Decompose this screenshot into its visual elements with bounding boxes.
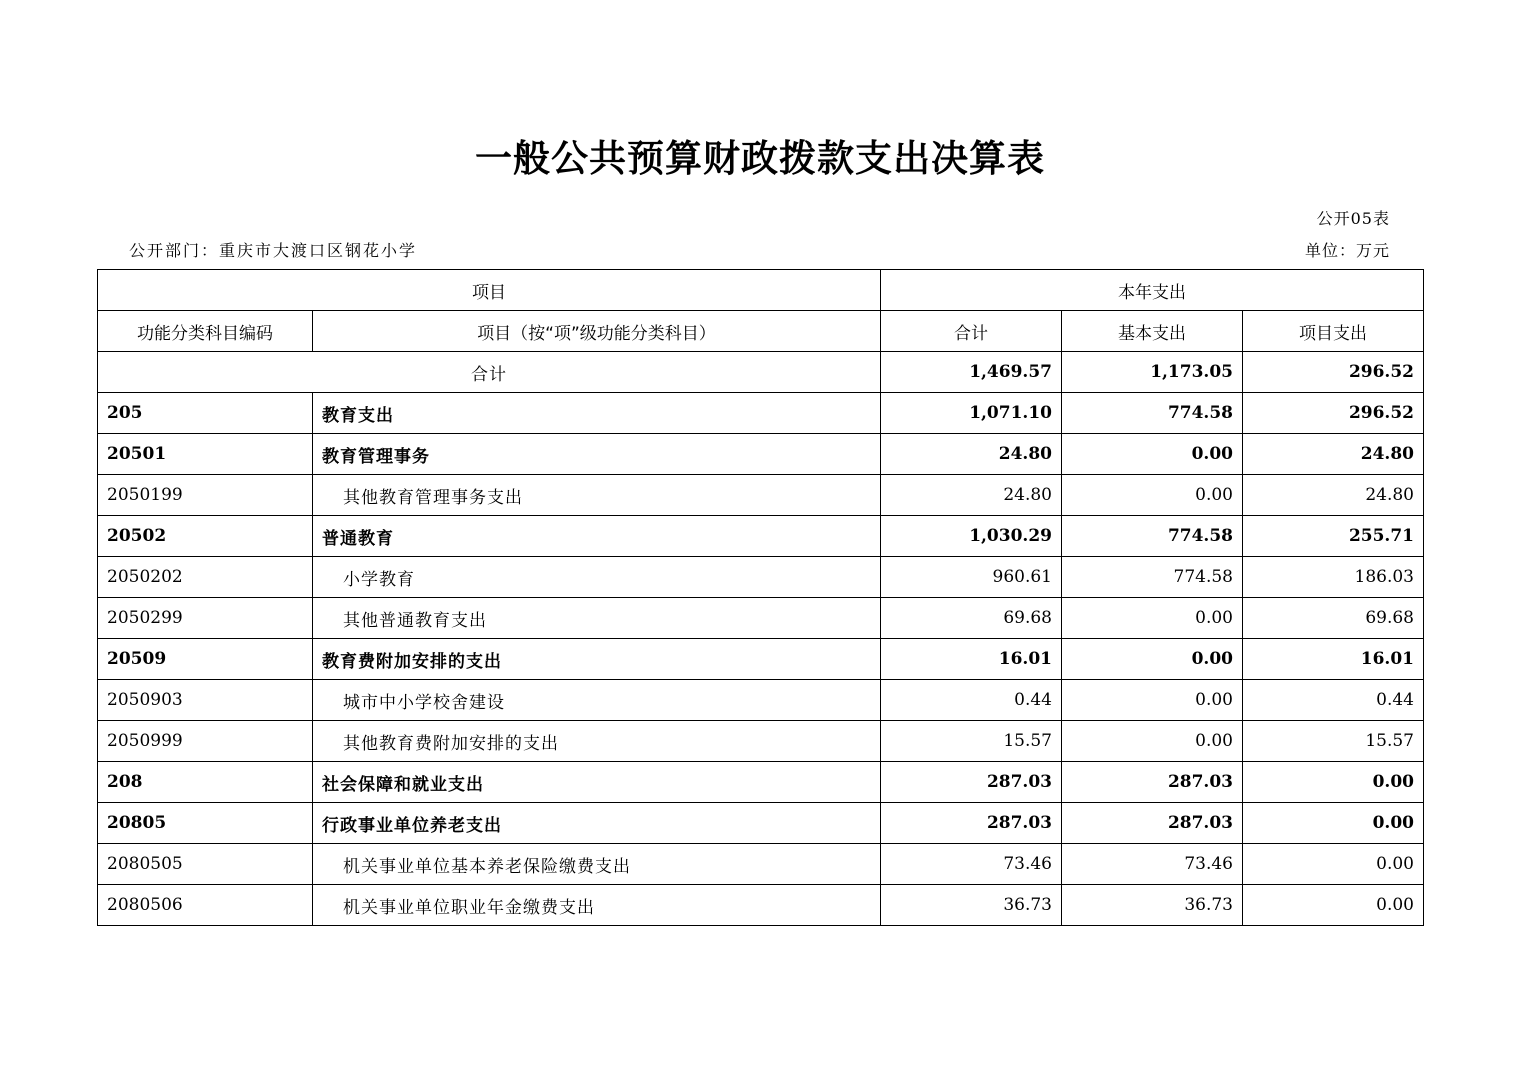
row-total: 69.68 (881, 598, 1062, 639)
row-name: 其他普通教育支出 (313, 598, 881, 639)
row-name: 机关事业单位基本养老保险缴费支出 (313, 844, 881, 885)
row-basic: 774.58 (1062, 557, 1243, 598)
row-basic: 0.00 (1062, 475, 1243, 516)
row-project: 16.01 (1243, 639, 1424, 680)
column-header-basic: 基本支出 (1062, 311, 1243, 352)
row-total: 0.44 (881, 680, 1062, 721)
row-total: 960.61 (881, 557, 1062, 598)
row-total: 1,030.29 (881, 516, 1062, 557)
row-basic: 73.46 (1062, 844, 1243, 885)
table-row (98, 557, 1424, 598)
header-row-columns (98, 311, 1424, 352)
total-row-label: 合计 (98, 352, 881, 393)
row-code: 2050903 (98, 680, 313, 721)
row-total: 24.80 (881, 434, 1062, 475)
row-basic: 774.58 (1062, 393, 1243, 434)
total-row-basic: 1,173.05 (1062, 352, 1243, 393)
table-row (98, 434, 1424, 475)
row-name: 教育支出 (313, 393, 881, 434)
row-code: 20502 (98, 516, 313, 557)
row-name: 其他教育管理事务支出 (313, 475, 881, 516)
row-basic: 774.58 (1062, 516, 1243, 557)
row-code: 2050299 (98, 598, 313, 639)
page-title: 一般公共预算财政拨款支出决算表 (475, 137, 1045, 180)
form-number: 公开05表 (1316, 209, 1390, 228)
column-header-total: 合计 (881, 311, 1062, 352)
row-project: 0.00 (1243, 844, 1424, 885)
row-project: 0.00 (1243, 762, 1424, 803)
row-basic: 0.00 (1062, 434, 1243, 475)
table-row (98, 475, 1424, 516)
row-project: 0.00 (1243, 803, 1424, 844)
table-row (98, 680, 1424, 721)
row-name: 其他教育费附加安排的支出 (313, 721, 881, 762)
row-code: 20805 (98, 803, 313, 844)
total-row (98, 352, 1424, 393)
header-item: 项目 (98, 270, 881, 311)
total-row-project: 296.52 (1243, 352, 1424, 393)
row-basic: 0.00 (1062, 598, 1243, 639)
row-basic: 0.00 (1062, 680, 1243, 721)
column-header-name: 项目（按“项”级功能分类科目） (313, 311, 881, 352)
row-name: 社会保障和就业支出 (313, 762, 881, 803)
header-current-year: 本年支出 (881, 270, 1424, 311)
row-project: 15.57 (1243, 721, 1424, 762)
row-name: 机关事业单位职业年金缴费支出 (313, 885, 881, 926)
row-code: 2050202 (98, 557, 313, 598)
department-label: 公开部门：重庆市大渡口区钢花小学 (129, 241, 418, 260)
expenditure-table (97, 269, 1424, 926)
row-code: 20501 (98, 434, 313, 475)
table-row (98, 516, 1424, 557)
row-name: 教育费附加安排的支出 (313, 639, 881, 680)
row-total: 16.01 (881, 639, 1062, 680)
row-code: 2050999 (98, 721, 313, 762)
row-project: 0.44 (1243, 680, 1424, 721)
table-row (98, 721, 1424, 762)
header-row-top (98, 270, 1424, 311)
table-row (98, 393, 1424, 434)
row-project: 69.68 (1243, 598, 1424, 639)
row-basic: 0.00 (1062, 639, 1243, 680)
table-row (98, 803, 1424, 844)
row-name: 小学教育 (313, 557, 881, 598)
table-row (98, 639, 1424, 680)
row-project: 186.03 (1243, 557, 1424, 598)
row-name: 行政事业单位养老支出 (313, 803, 881, 844)
table-row (98, 844, 1424, 885)
row-name: 教育管理事务 (313, 434, 881, 475)
row-total: 15.57 (881, 721, 1062, 762)
row-code: 20509 (98, 639, 313, 680)
row-total: 287.03 (881, 803, 1062, 844)
total-row-total: 1,469.57 (881, 352, 1062, 393)
row-total: 1,071.10 (881, 393, 1062, 434)
row-code: 2080506 (98, 885, 313, 926)
row-project: 24.80 (1243, 475, 1424, 516)
row-name: 城市中小学校舍建设 (313, 680, 881, 721)
row-code: 208 (98, 762, 313, 803)
row-total: 73.46 (881, 844, 1062, 885)
row-basic: 0.00 (1062, 721, 1243, 762)
row-basic: 287.03 (1062, 803, 1243, 844)
row-total: 287.03 (881, 762, 1062, 803)
row-project: 255.71 (1243, 516, 1424, 557)
table-row (98, 762, 1424, 803)
row-basic: 287.03 (1062, 762, 1243, 803)
row-total: 36.73 (881, 885, 1062, 926)
table-row (98, 885, 1424, 926)
column-header-project: 项目支出 (1243, 311, 1424, 352)
row-name: 普通教育 (313, 516, 881, 557)
row-code: 205 (98, 393, 313, 434)
unit-label: 单位：万元 (1304, 241, 1390, 260)
row-total: 24.80 (881, 475, 1062, 516)
column-header-code: 功能分类科目编码 (98, 311, 313, 352)
row-basic: 36.73 (1062, 885, 1243, 926)
row-project: 296.52 (1243, 393, 1424, 434)
row-code: 2050199 (98, 475, 313, 516)
table-row (98, 598, 1424, 639)
row-project: 0.00 (1243, 885, 1424, 926)
row-code: 2080505 (98, 844, 313, 885)
row-project: 24.80 (1243, 434, 1424, 475)
